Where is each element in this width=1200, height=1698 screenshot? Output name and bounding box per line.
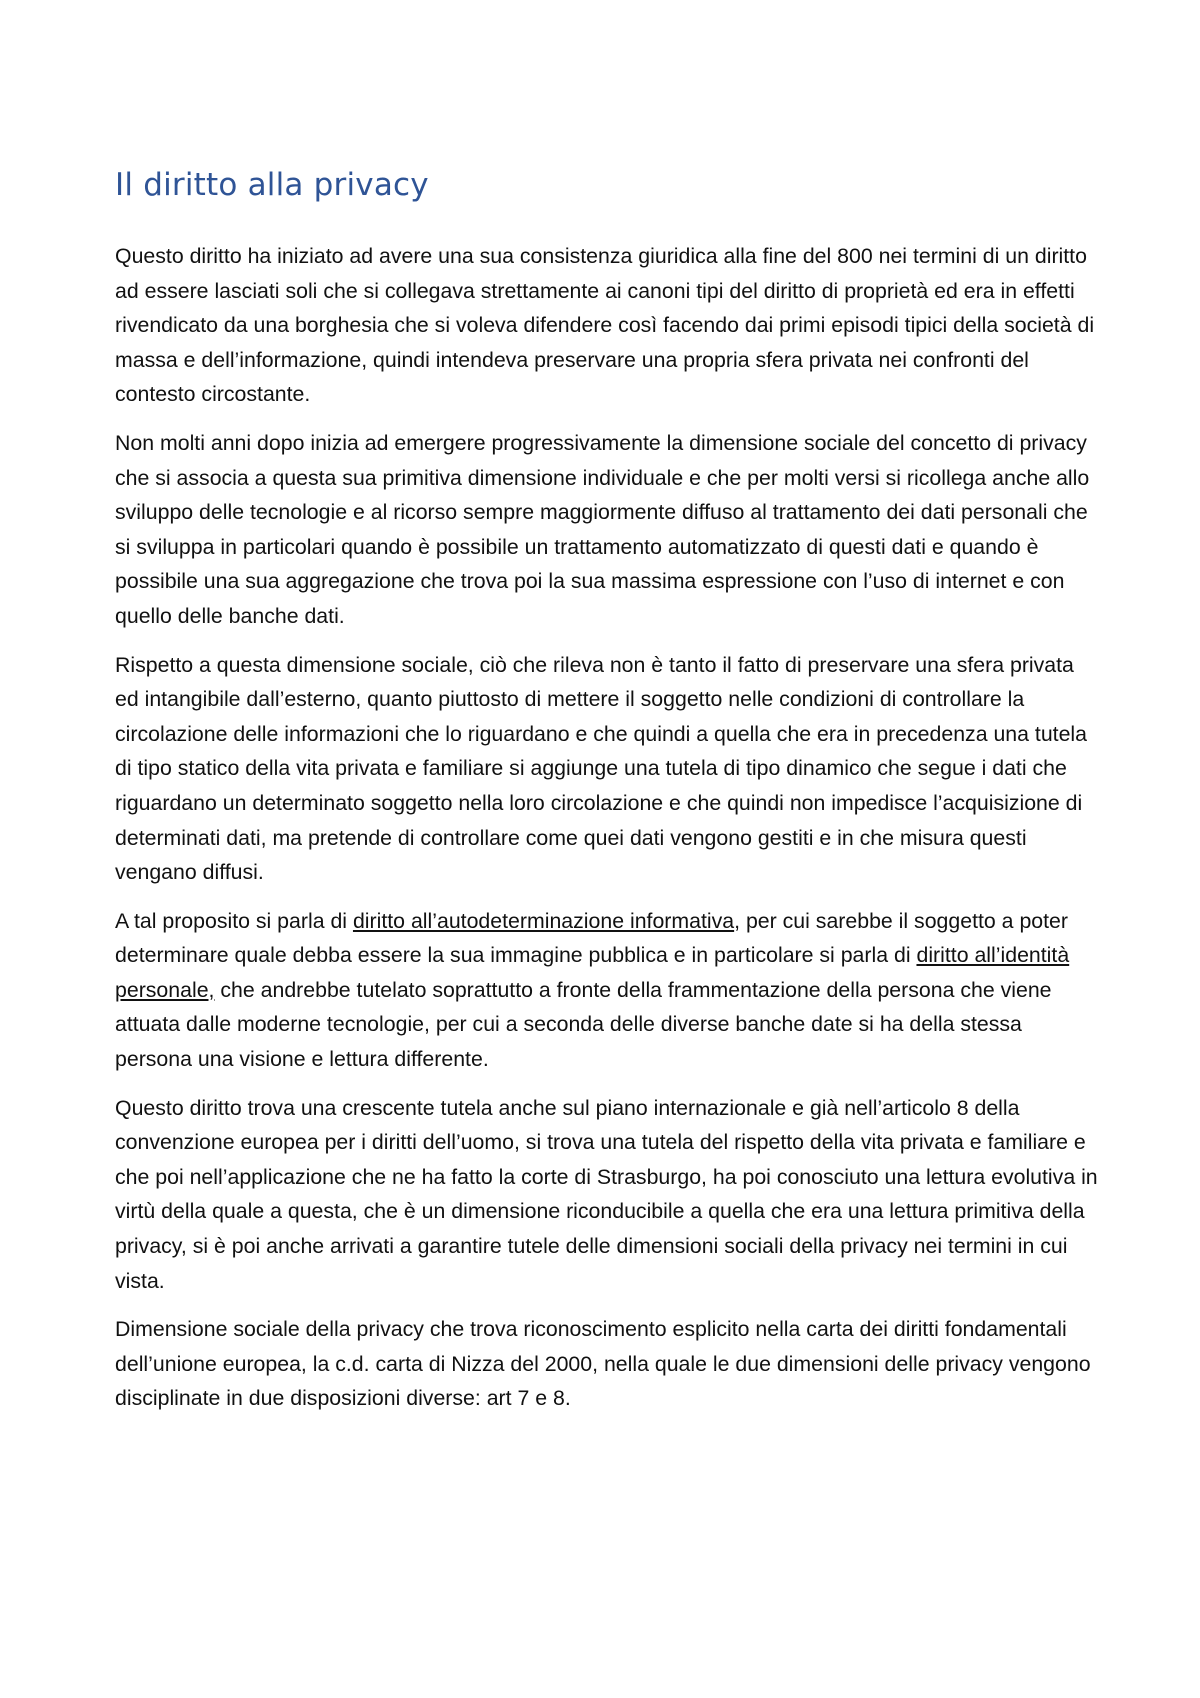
underlined-term-identita-personale: diritto all’identità personale, (115, 943, 1070, 1002)
paragraph-information-control (115, 648, 1100, 890)
paragraph-text: Questo diritto ha iniziato ad avere una sua consistenza giuridica alla fine del 800 nei termini di un diritto ad essere lasciati soli che si collegava strettamente ai canoni tipi del diritto di proprietà ed era in effetti rivendicato da una borghesia che si voleva difendere così facendo dai primi episodi tipici della società di massa e dell’informazione, quindi intendeva preservare una propria sfera privata nei confronti del contesto circostante. (115, 244, 1095, 407)
document-title: Il diritto alla privacy (115, 167, 429, 203)
paragraph-text: Questo diritto trova una crescente tutela anche sul piano internazionale e già nell’articolo 8 della convenzione europea per i diritti dell’uomo, si trova una tutela del rispetto della vita privata e familiare e che poi nell’applicazione che ne ha fatto la corte di Strasburgo, ha poi conosciuto una lettura evolutiva in virtù della quale a questa, che è un dimensione riconducibile a quella che era una lettura primitiva della privacy, si è poi anche arrivati a garantire tutele delle dimensioni sociali della privacy nei termini in cui vista. (115, 1095, 1098, 1293)
paragraph-text-segment: A tal proposito si parla di (115, 908, 353, 933)
paragraph-origins (115, 239, 1100, 412)
paragraph-nice-charter (115, 1312, 1100, 1416)
underlined-term-autodeterminazione: diritto all’autodeterminazione informativa (352, 908, 735, 933)
paragraph-text: Dimensione sociale della privacy che trova riconoscimento esplicito nella carta dei diritti fondamentali dell’unione europea, la c.d. carta di Nizza del 2000, nella quale le due dimensioni delle privacy vengono disciplinate in due disposizioni diverse: art 7 e 8. (115, 1317, 1091, 1411)
paragraph-text (115, 904, 1100, 1077)
paragraph-self-determination (115, 904, 1100, 1077)
paragraph-text: Rispetto a questa dimensione sociale, ciò che rileva non è tanto il fatto di preservare una sfera privata ed intangibile dall’esterno, quanto piuttosto di mettere il soggetto nelle condizioni di controllare la circolazione delle informazioni che lo riguardano e che quindi a quella che era in precedenza una tutela di tipo statico della vita privata e familiare si aggiunge una tutela di tipo dinamico che segue i dati che riguardano un determinato soggetto nella loro circolazione e che quindi non impedisce l’acquisizione di determinati dati, ma pretende di controllare come quei dati vengono gestiti e in che misura questi vengano diffusi. (115, 652, 1088, 885)
paragraph-text-segment: , per cui sarebbe il soggetto a poter determinare quale debba essere la sua immagine pubblica e in particolare si parla di (115, 908, 1068, 968)
paragraph-social-dimension (115, 426, 1100, 634)
paragraph-international-protection (115, 1091, 1100, 1299)
paragraph-text: Non molti anni dopo inizia ad emergere progressivamente la dimensione sociale del concetto di privacy che si associa a questa sua primitiva dimensione individuale e che per molti versi si ricollega anche allo sviluppo delle tecnologie e al ricorso sempre maggiormente diffuso al trattamento dei dati personali che si sviluppa in particolari quando è possibile un trattamento automatizzato di questi dati e quando è possibile una sua aggregazione che trova poi la sua massima espressione con l’uso di internet e con quello delle banche dati. (115, 430, 1090, 628)
document-body (115, 163, 1100, 1430)
paragraph-text-segment: che andrebbe tutelato soprattutto a fronte della frammentazione della persona che viene attuata dalle moderne tecnologie, per cui a seconda delle diverse banche date si ha della stessa persona una visione e lettura differente. (115, 977, 1052, 1072)
